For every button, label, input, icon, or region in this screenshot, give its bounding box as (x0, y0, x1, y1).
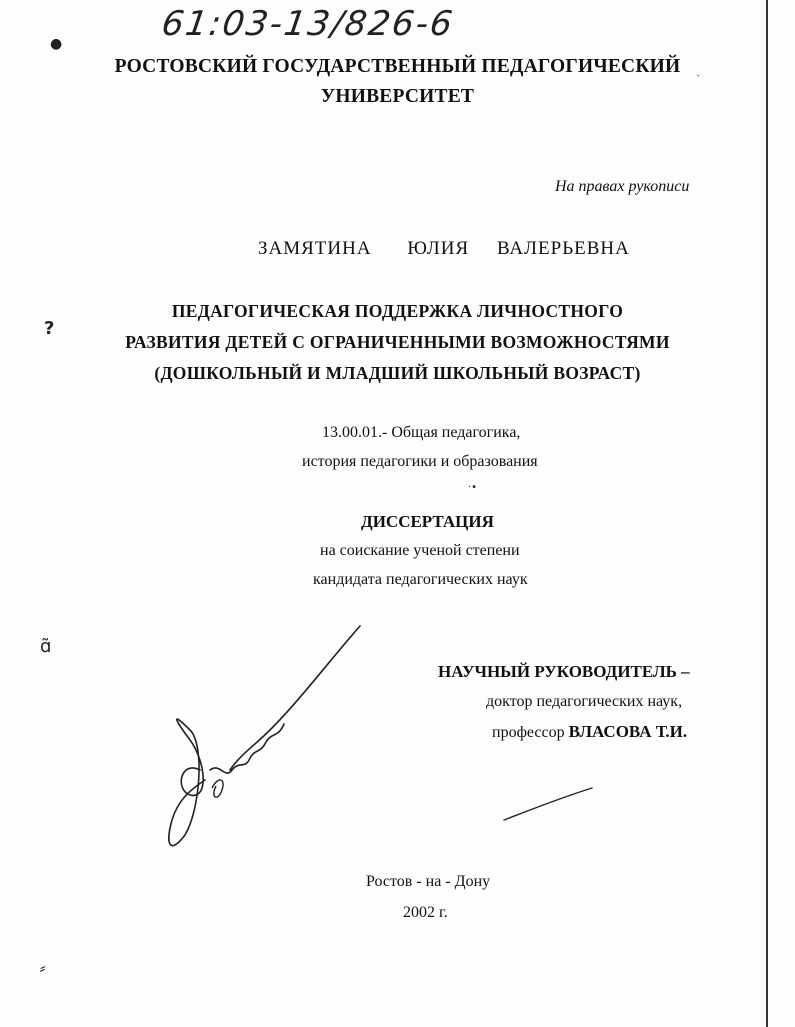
dissertation-label: ДИССЕРТАЦИЯ (361, 512, 494, 531)
university-name-line1: РОСТОВСКИЙ ГОСУДАРСТВЕННЫЙ ПЕДАГОГИЧЕСКИЙ (114, 56, 681, 77)
author-surname: ЗАМЯТИНА (258, 238, 372, 259)
manuscript-rights: На правах рукописи (555, 178, 690, 195)
scan-squiggle-mark: ɑ̃ (40, 636, 52, 657)
specialty-code: 13.00.01.- Общая педагогика, (322, 424, 521, 441)
handwritten-registration-code: 61:03-13/826-6 (159, 4, 457, 44)
author-full-name (258, 238, 630, 260)
supervisor-heading: НАУЧНЫЙ РУКОВОДИТЕЛЬ – (438, 662, 690, 681)
author-patronymic: ВАЛЕРЬЕВНА (496, 238, 630, 259)
author-first-name: ЮЛИЯ (407, 238, 470, 259)
scan-speck-mark: ˎ (696, 66, 701, 77)
author-signature (160, 620, 370, 860)
degree-purpose-line2: кандидата педагогических наук (313, 571, 528, 588)
dissertation-title-line3: (ДОШКОЛЬНЫЙ И МЛАДШИЙ ШКОЛЬНЫЙ ВОЗРАСТ) (154, 363, 641, 383)
specialty-name: история педагогики и образования (302, 453, 538, 470)
degree-purpose-line1: на соискание ученой степени (320, 542, 520, 559)
supervisor-signature (500, 780, 600, 830)
city: Ростов - на - Дону (366, 873, 491, 890)
scan-speck-mark-2: ·• (468, 482, 478, 493)
supervisor-title-name (492, 722, 687, 742)
year: 2002 г. (403, 904, 448, 921)
scan-tick-mark: ⸗ (40, 958, 46, 977)
supervisor-title: профессор (492, 724, 565, 741)
dissertation-title-line2: РАЗВИТИЯ ДЕТЕЙ С ОГРАНИЧЕННЫМИ ВОЗМОЖНОСТЯМИ (125, 332, 670, 352)
dissertation-title-line1: ПЕДАГОГИЧЕСКАЯ ПОДДЕРЖКА ЛИЧНОСТНОГО (171, 301, 624, 321)
supervisor-degree: доктор педагогических наук, (486, 693, 683, 710)
supervisor-name: ВЛАСОВА Т.И. (568, 722, 688, 741)
scan-dot-mark: ● (50, 36, 63, 52)
scan-hook-mark: ? (44, 318, 55, 339)
university-name-line2: УНИВЕРСИТЕТ (320, 86, 475, 107)
scan-edge-line (766, 0, 768, 1027)
